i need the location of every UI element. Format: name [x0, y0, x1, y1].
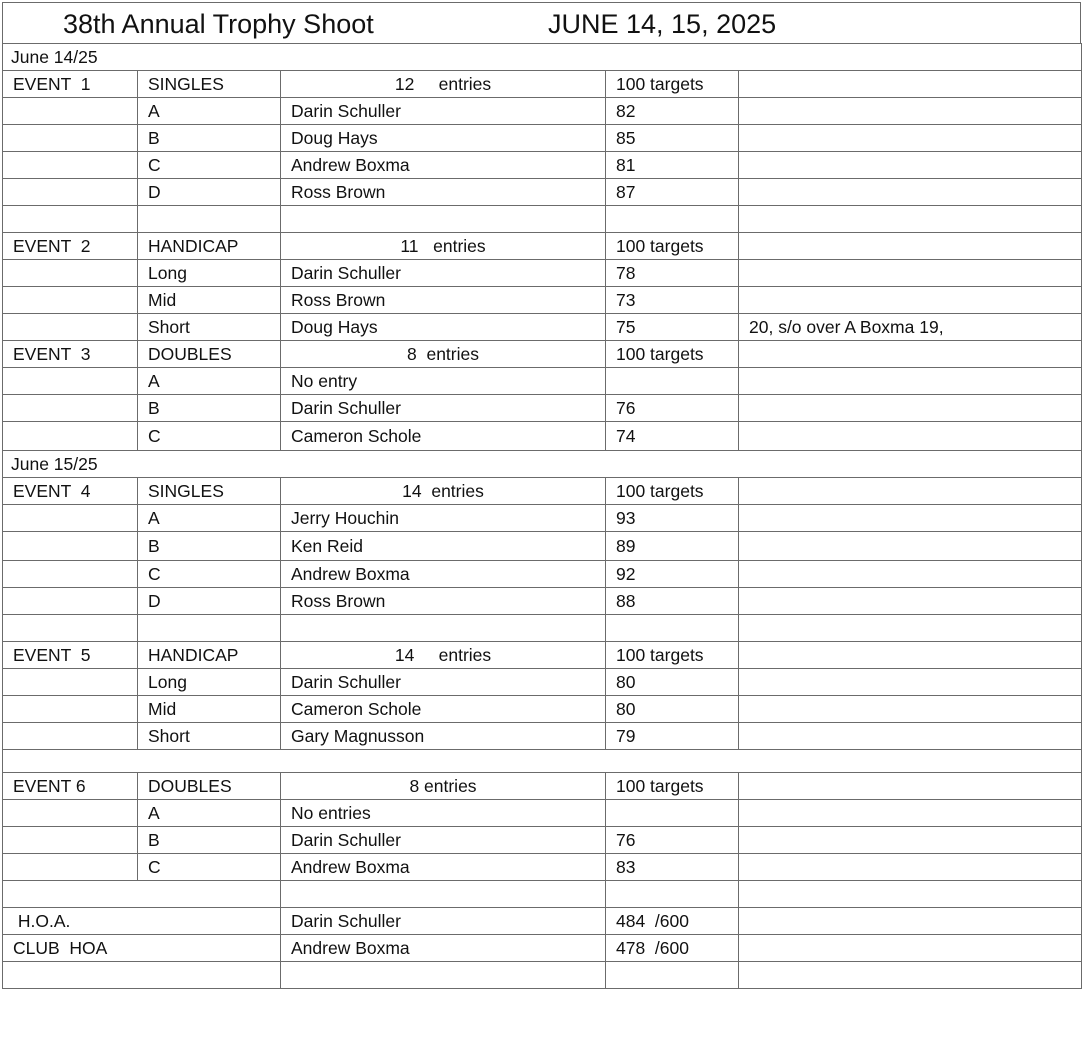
score-cell: 100 targets — [606, 341, 739, 368]
table-row — [3, 723, 1082, 750]
name-cell — [281, 962, 606, 989]
name-cell: Jerry Houchin — [281, 505, 606, 532]
name-cell: 8 entries — [281, 341, 606, 368]
name-cell: Doug Hays — [281, 125, 606, 152]
note-cell — [739, 935, 1082, 962]
table-row — [3, 206, 1082, 233]
name-cell: Doug Hays — [281, 314, 606, 341]
note-cell — [739, 422, 1082, 451]
event-row — [3, 642, 1082, 669]
event-cell — [3, 696, 138, 723]
table-row — [3, 908, 1082, 935]
note-cell — [739, 773, 1082, 800]
score-cell: 76 — [606, 827, 739, 854]
event-cell — [3, 314, 138, 341]
name-cell: 12 entries — [281, 71, 606, 98]
event-cell — [3, 669, 138, 696]
name-cell: Cameron Schole — [281, 422, 606, 451]
note-cell — [739, 260, 1082, 287]
class-cell: Mid — [138, 287, 281, 314]
note-cell — [739, 561, 1082, 588]
name-cell: Cameron Schole — [281, 696, 606, 723]
score-cell: 92 — [606, 561, 739, 588]
event-row — [3, 341, 1082, 368]
event-cell — [3, 532, 138, 561]
class-cell: C — [138, 152, 281, 179]
score-cell: 88 — [606, 588, 739, 615]
note-cell — [739, 71, 1082, 98]
event-row — [3, 71, 1082, 98]
note-cell: 20, s/o over A Boxma 19, — [739, 314, 1082, 341]
table-row — [3, 615, 1082, 642]
table-row — [3, 696, 1082, 723]
award-label-cell — [3, 881, 281, 908]
name-cell: 14 entries — [281, 478, 606, 505]
score-cell: 100 targets — [606, 773, 739, 800]
class-cell: Mid — [138, 696, 281, 723]
name-cell: Andrew Boxma — [281, 561, 606, 588]
event-row — [3, 233, 1082, 260]
score-cell: 79 — [606, 723, 739, 750]
event-cell — [3, 179, 138, 206]
score-cell: 78 — [606, 260, 739, 287]
table-row — [3, 505, 1082, 532]
note-cell — [739, 505, 1082, 532]
note-cell — [739, 696, 1082, 723]
title-bar — [2, 2, 1081, 44]
event-cell — [3, 206, 138, 233]
blank-cell — [3, 750, 1082, 773]
note-cell — [739, 341, 1082, 368]
score-cell: 484 /600 — [606, 908, 739, 935]
score-cell: 100 targets — [606, 642, 739, 669]
name-cell — [281, 881, 606, 908]
date-cell: June 15/25 — [3, 451, 1082, 478]
note-cell — [739, 588, 1082, 615]
score-cell: 100 targets — [606, 233, 739, 260]
name-cell: Ross Brown — [281, 588, 606, 615]
score-cell: 100 targets — [606, 71, 739, 98]
note-cell — [739, 723, 1082, 750]
score-cell: 75 — [606, 314, 739, 341]
class-cell: DOUBLES — [138, 773, 281, 800]
class-cell: B — [138, 827, 281, 854]
score-cell — [606, 615, 739, 642]
score-cell — [606, 206, 739, 233]
name-cell: Andrew Boxma — [281, 152, 606, 179]
class-cell: SINGLES — [138, 478, 281, 505]
note-cell — [739, 98, 1082, 125]
date-row — [3, 451, 1082, 478]
name-cell: 11 entries — [281, 233, 606, 260]
score-cell: 100 targets — [606, 478, 739, 505]
class-cell: HANDICAP — [138, 233, 281, 260]
event-row — [3, 773, 1082, 800]
name-cell: Ken Reid — [281, 532, 606, 561]
table-row — [3, 962, 1082, 989]
score-cell: 83 — [606, 854, 739, 881]
event-cell — [3, 125, 138, 152]
table-row — [3, 179, 1082, 206]
event-cell — [3, 723, 138, 750]
class-cell: B — [138, 125, 281, 152]
table-row — [3, 854, 1082, 881]
name-cell: Ross Brown — [281, 179, 606, 206]
event-cell — [3, 260, 138, 287]
table-row — [3, 935, 1082, 962]
event-cell — [3, 800, 138, 827]
name-cell: Darin Schuller — [281, 669, 606, 696]
class-cell: A — [138, 98, 281, 125]
class-cell: SINGLES — [138, 71, 281, 98]
results-table — [2, 43, 1082, 989]
note-cell — [739, 395, 1082, 422]
event-cell: EVENT 6 — [3, 773, 138, 800]
event-cell — [3, 422, 138, 451]
table-row — [3, 561, 1082, 588]
event-cell — [3, 615, 138, 642]
table-row — [3, 669, 1082, 696]
event-cell — [3, 395, 138, 422]
table-row — [3, 125, 1082, 152]
class-cell: A — [138, 505, 281, 532]
results-sheet — [2, 2, 1081, 1032]
table-row — [3, 588, 1082, 615]
note-cell — [739, 669, 1082, 696]
event-cell — [3, 561, 138, 588]
event-cell — [3, 827, 138, 854]
note-cell — [739, 827, 1082, 854]
table-row — [3, 827, 1082, 854]
class-cell: DOUBLES — [138, 341, 281, 368]
class-cell: B — [138, 532, 281, 561]
score-cell: 81 — [606, 152, 739, 179]
date-row — [3, 44, 1082, 71]
score-cell: 80 — [606, 696, 739, 723]
name-cell: 8 entries — [281, 773, 606, 800]
score-cell: 74 — [606, 422, 739, 451]
name-cell: Gary Magnusson — [281, 723, 606, 750]
class-cell: Long — [138, 669, 281, 696]
event-cell — [3, 152, 138, 179]
shoot-dates: JUNE 14, 15, 2025 — [548, 9, 777, 39]
class-cell: C — [138, 854, 281, 881]
award-label-cell: H.O.A. — [3, 908, 281, 935]
class-cell: D — [138, 588, 281, 615]
score-cell: 82 — [606, 98, 739, 125]
table-row — [3, 532, 1082, 561]
name-cell: Ross Brown — [281, 287, 606, 314]
note-cell — [739, 908, 1082, 935]
score-cell: 76 — [606, 395, 739, 422]
note-cell — [739, 854, 1082, 881]
score-cell: 93 — [606, 505, 739, 532]
event-cell: EVENT 5 — [3, 642, 138, 669]
class-cell: A — [138, 368, 281, 395]
note-cell — [739, 125, 1082, 152]
note-cell — [739, 962, 1082, 989]
event-cell: EVENT 2 — [3, 233, 138, 260]
note-cell — [739, 881, 1082, 908]
event-cell — [3, 287, 138, 314]
note-cell — [739, 642, 1082, 669]
name-cell — [281, 206, 606, 233]
table-row — [3, 152, 1082, 179]
note-cell — [739, 615, 1082, 642]
event-cell: EVENT 1 — [3, 71, 138, 98]
class-cell: Long — [138, 260, 281, 287]
name-cell: 14 entries — [281, 642, 606, 669]
score-cell: 87 — [606, 179, 739, 206]
class-cell: Short — [138, 723, 281, 750]
table-row — [3, 98, 1082, 125]
note-cell — [739, 206, 1082, 233]
note-cell — [739, 478, 1082, 505]
name-cell — [281, 615, 606, 642]
table-row — [3, 287, 1082, 314]
class-cell — [138, 206, 281, 233]
name-cell: Darin Schuller — [281, 908, 606, 935]
shoot-title: 38th Annual Trophy Shoot — [63, 9, 374, 39]
date-cell: June 14/25 — [3, 44, 1082, 71]
event-cell — [3, 588, 138, 615]
note-cell — [739, 179, 1082, 206]
score-cell — [606, 962, 739, 989]
note-cell — [739, 152, 1082, 179]
class-cell: C — [138, 422, 281, 451]
note-cell — [739, 368, 1082, 395]
name-cell: Andrew Boxma — [281, 935, 606, 962]
class-cell: A — [138, 800, 281, 827]
event-cell — [3, 854, 138, 881]
class-cell — [138, 615, 281, 642]
table-row — [3, 395, 1082, 422]
table-row — [3, 314, 1082, 341]
note-cell — [739, 233, 1082, 260]
table-row — [3, 260, 1082, 287]
note-cell — [739, 532, 1082, 561]
table-row — [3, 368, 1082, 395]
score-cell — [606, 800, 739, 827]
score-cell — [606, 881, 739, 908]
class-cell: B — [138, 395, 281, 422]
name-cell: Darin Schuller — [281, 260, 606, 287]
name-cell: Andrew Boxma — [281, 854, 606, 881]
name-cell: No entries — [281, 800, 606, 827]
score-cell: 85 — [606, 125, 739, 152]
note-cell — [739, 800, 1082, 827]
event-cell: EVENT 3 — [3, 341, 138, 368]
event-cell — [3, 98, 138, 125]
score-cell: 80 — [606, 669, 739, 696]
table-row — [3, 881, 1082, 908]
table-row — [3, 422, 1082, 451]
award-label-cell: CLUB HOA — [3, 935, 281, 962]
name-cell: Darin Schuller — [281, 827, 606, 854]
score-cell: 89 — [606, 532, 739, 561]
event-cell — [3, 505, 138, 532]
class-cell: C — [138, 561, 281, 588]
name-cell: No entry — [281, 368, 606, 395]
note-cell — [739, 287, 1082, 314]
event-row — [3, 478, 1082, 505]
score-cell: 73 — [606, 287, 739, 314]
table-row — [3, 800, 1082, 827]
class-cell: Short — [138, 314, 281, 341]
table-row — [3, 750, 1082, 773]
award-label-cell — [3, 962, 281, 989]
event-cell: EVENT 4 — [3, 478, 138, 505]
name-cell: Darin Schuller — [281, 395, 606, 422]
class-cell: HANDICAP — [138, 642, 281, 669]
event-cell — [3, 368, 138, 395]
class-cell: D — [138, 179, 281, 206]
score-cell — [606, 368, 739, 395]
score-cell: 478 /600 — [606, 935, 739, 962]
name-cell: Darin Schuller — [281, 98, 606, 125]
